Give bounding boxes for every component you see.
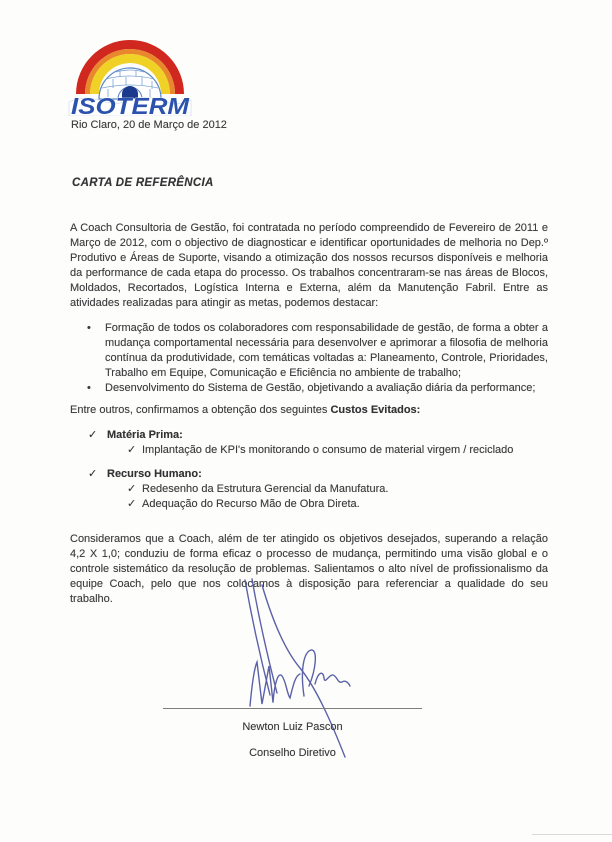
checklist-title [70, 467, 548, 482]
list-item [70, 321, 548, 381]
closing-paragraph: Consideramos que a Coach, além de ter atingido os objetivos desejados, superando a relação 4,2 X 1,0; conduziu de forma eficaz o processo de mudança, permitindo uma visão global e o controle sistemático da resolução de problemas. Salientamos o alto nível de profissionalismo da equipe Coach, pelo que nos colocamos à disposição para referenciar a qualidade do seu trabalho. [70, 533, 548, 605]
activities-list [70, 321, 548, 396]
list-item [70, 381, 548, 396]
checklist-group-recurso-humano [70, 467, 548, 512]
checklist-item [70, 497, 548, 512]
intro-paragraph: A Coach Consultoria de Gestão, foi contratada no período compreendido de Fevereiro de 2011 e Março de 2012, com o objectivo de diagnosticar e identificar oportunidades de melhoria no Dep.º Produtivo e Áreas de Suporte, visando a otimização dos nossos recursos disponíveis e melhoria da performance de cada etapa do processo. Os trabalhos concentraram-se nas áreas de Blocos, Moldados, Recortados, Logística Interna e Externa, além da Manutenção Fabril. Entre as atividades realizadas para atingir as metas, podemos destacar: [70, 222, 548, 309]
checklist-title-text: Recurso Humano: [107, 468, 202, 480]
list-item-text: Desenvolvimento do Sistema de Gestão, objetivando a avaliação diária da performance; [105, 382, 536, 394]
checklist-item [70, 443, 548, 458]
costs-avoided-label: Custos Evitados: [330, 404, 421, 416]
date-line: Rio Claro, 20 de Março de 2012 [71, 119, 227, 131]
checklist-item-text: Adequação do Recurso Mão de Obra Direta. [142, 498, 360, 510]
checklist-title [70, 428, 548, 443]
bullet-icon: • [87, 322, 91, 334]
checklist-title-text: Matéria Prima: [107, 429, 183, 441]
checklist-item-text: Implantação de KPI's monitorando o consumo de material virgem / reciclado [142, 444, 514, 456]
logo-wordmark: ISOTERM [71, 93, 190, 116]
check-icon: ✓ [127, 498, 137, 510]
check-icon: ✓ [88, 429, 98, 441]
costs-avoided-line [70, 403, 548, 418]
handwritten-signature [212, 574, 372, 769]
signatory-role: Conselho Diretivo [249, 747, 336, 759]
list-item-text: Formação de todos os colaboradores com responsabilidade de gestão, de forma a obter a mudança comportamental necessária para desenvolver e aprimorar a filosofia de melhoria contínua da produtividade, com temáticas voltadas a: Planeamento, Controle, Prioridades, Trabalho em Equipe, Comunicação e Eficiência no ambiente de trabalho; [105, 322, 548, 379]
checklist-item [70, 482, 548, 497]
scan-artifact-line [532, 834, 612, 835]
bullet-icon: • [87, 382, 91, 394]
signature-line [163, 708, 422, 709]
signatory-name: Newton Luiz Pascon [242, 721, 343, 733]
checklist-item-text: Redesenho da Estrutura Gerencial da Manufatura. [142, 483, 389, 495]
letter-body [70, 221, 548, 607]
check-icon: ✓ [127, 444, 137, 456]
costs-avoided-prefix: Entre outros, confirmamos a obtenção dos seguintes [70, 404, 331, 416]
check-icon: ✓ [127, 483, 137, 495]
check-icon: ✓ [88, 468, 98, 480]
checklist-group-materia-prima [70, 428, 548, 458]
company-logo-icon [68, 36, 192, 116]
document-title: CARTA DE REFERÊNCIA [72, 177, 214, 189]
